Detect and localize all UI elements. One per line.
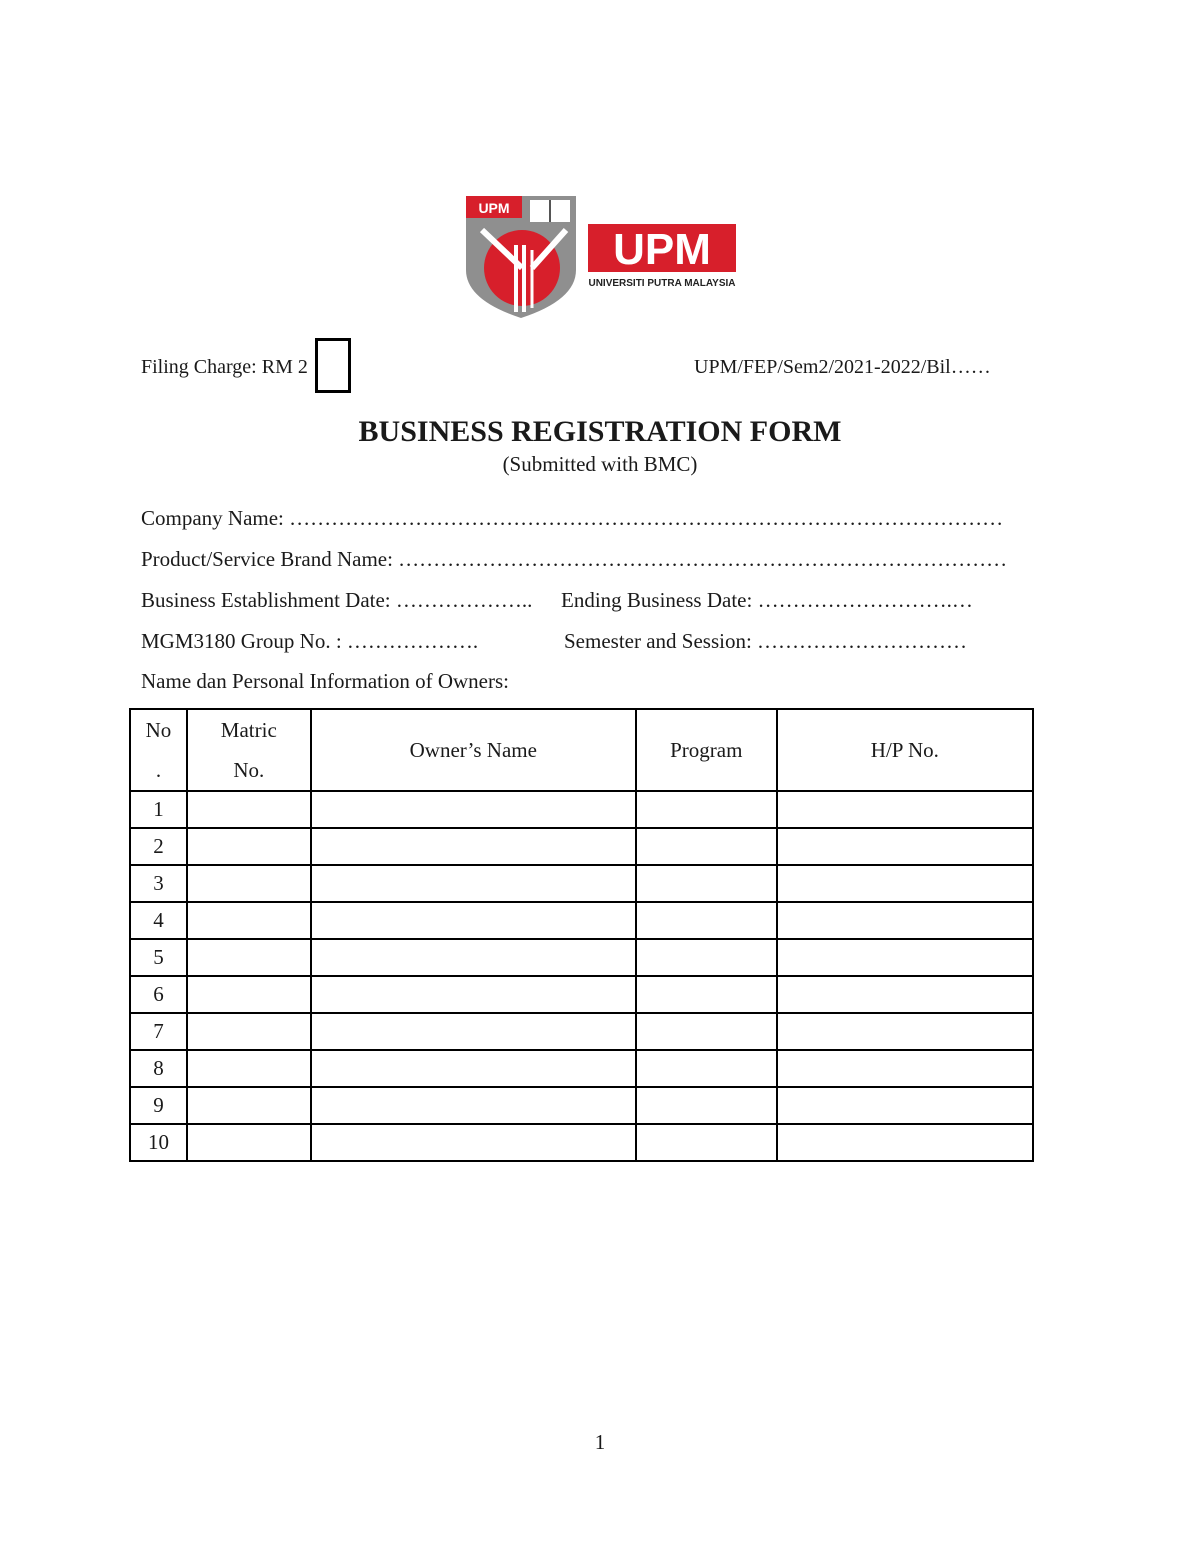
program-cell[interactable] [636,1050,777,1087]
col-no-line2: . [155,758,162,782]
filing-charge-box[interactable] [315,338,351,393]
program-cell[interactable] [636,976,777,1013]
row-number: 10 [130,1124,187,1161]
hp-cell[interactable] [777,865,1033,902]
row-number: 5 [130,939,187,976]
owner-name-cell[interactable] [311,976,636,1013]
col-no-header [130,709,187,791]
table-row [130,1050,1033,1087]
hp-cell[interactable] [777,976,1033,1013]
filing-charge-label: Filing Charge: RM 2 [141,356,308,378]
program-cell[interactable] [636,939,777,976]
hp-cell[interactable] [777,1050,1033,1087]
form-subtitle: (Submitted with BMC) [502,452,698,476]
logo-full-name: UNIVERSITI PUTRA MALAYSIA [588,278,736,289]
row-number: 3 [130,865,187,902]
col-no-line1: No [145,718,172,742]
table-row [130,865,1033,902]
matric-cell[interactable] [187,865,311,902]
brand-name-field[interactable]: Product/Service Brand Name: …………………………………………………………………………… [141,547,1008,571]
hp-cell[interactable] [777,939,1033,976]
col-hp-header: H/P No. [777,709,1033,791]
owner-name-cell[interactable] [311,791,636,828]
program-cell[interactable] [636,902,777,939]
row-number: 1 [130,791,187,828]
logo-badge-text: UPM [478,200,510,216]
owners-info-label: Name dan Personal Information of Owners: [141,669,509,693]
table-row [130,828,1033,865]
table-header-row [130,709,1033,791]
hp-cell[interactable] [777,902,1033,939]
hp-cell[interactable] [777,1087,1033,1124]
owner-name-cell[interactable] [311,1124,636,1161]
program-cell[interactable] [636,865,777,902]
table-row [130,1087,1033,1124]
col-program-header: Program [636,709,777,791]
owners-table [129,708,1034,1162]
col-matric-line2: No. [233,758,265,782]
matric-cell[interactable] [187,1013,311,1050]
matric-cell[interactable] [187,976,311,1013]
table-row [130,939,1033,976]
table-row [130,976,1033,1013]
hp-cell[interactable] [777,791,1033,828]
table-row [130,791,1033,828]
table-row [130,1013,1033,1050]
col-owner-name-header: Owner’s Name [311,709,636,791]
upm-logo [462,190,742,322]
owner-name-cell[interactable] [311,1050,636,1087]
row-number: 7 [130,1013,187,1050]
program-cell[interactable] [636,1087,777,1124]
owner-name-cell[interactable] [311,1013,636,1050]
matric-cell[interactable] [187,939,311,976]
owner-name-cell[interactable] [311,939,636,976]
matric-cell[interactable] [187,791,311,828]
ending-date-field[interactable]: Ending Business Date: ……………………….… [561,588,973,612]
hp-cell[interactable] [777,828,1033,865]
owner-name-cell[interactable] [311,865,636,902]
logo-wordmark: UPM [613,225,711,274]
group-number-field[interactable]: MGM3180 Group No. : ………………. [141,629,479,653]
program-cell[interactable] [636,1124,777,1161]
establishment-date-field[interactable]: Business Establishment Date: ……………….. [141,588,533,612]
table-row [130,1124,1033,1161]
semester-session-field[interactable]: Semester and Session: ………………………… [564,629,968,653]
program-cell[interactable] [636,828,777,865]
hp-cell[interactable] [777,1124,1033,1161]
hp-cell[interactable] [777,1013,1033,1050]
owner-name-cell[interactable] [311,902,636,939]
program-cell[interactable] [636,791,777,828]
reference-number: UPM/FEP/Sem2/2021-2022/Bil…… [694,356,991,378]
table-row [130,902,1033,939]
col-matric-header [187,709,311,791]
row-number: 8 [130,1050,187,1087]
row-number: 4 [130,902,187,939]
form-title: BUSINESS REGISTRATION FORM [358,415,842,448]
matric-cell[interactable] [187,1087,311,1124]
matric-cell[interactable] [187,1124,311,1161]
col-matric-line1: Matric [220,718,277,742]
matric-cell[interactable] [187,902,311,939]
program-cell[interactable] [636,1013,777,1050]
owner-name-cell[interactable] [311,1087,636,1124]
row-number: 6 [130,976,187,1013]
matric-cell[interactable] [187,1050,311,1087]
row-number: 9 [130,1087,187,1124]
page-number: 1 [594,1430,606,1454]
owner-name-cell[interactable] [311,828,636,865]
row-number: 2 [130,828,187,865]
company-name-field[interactable]: Company Name: ………………………………………………………………………………………… [141,506,1004,530]
matric-cell[interactable] [187,828,311,865]
